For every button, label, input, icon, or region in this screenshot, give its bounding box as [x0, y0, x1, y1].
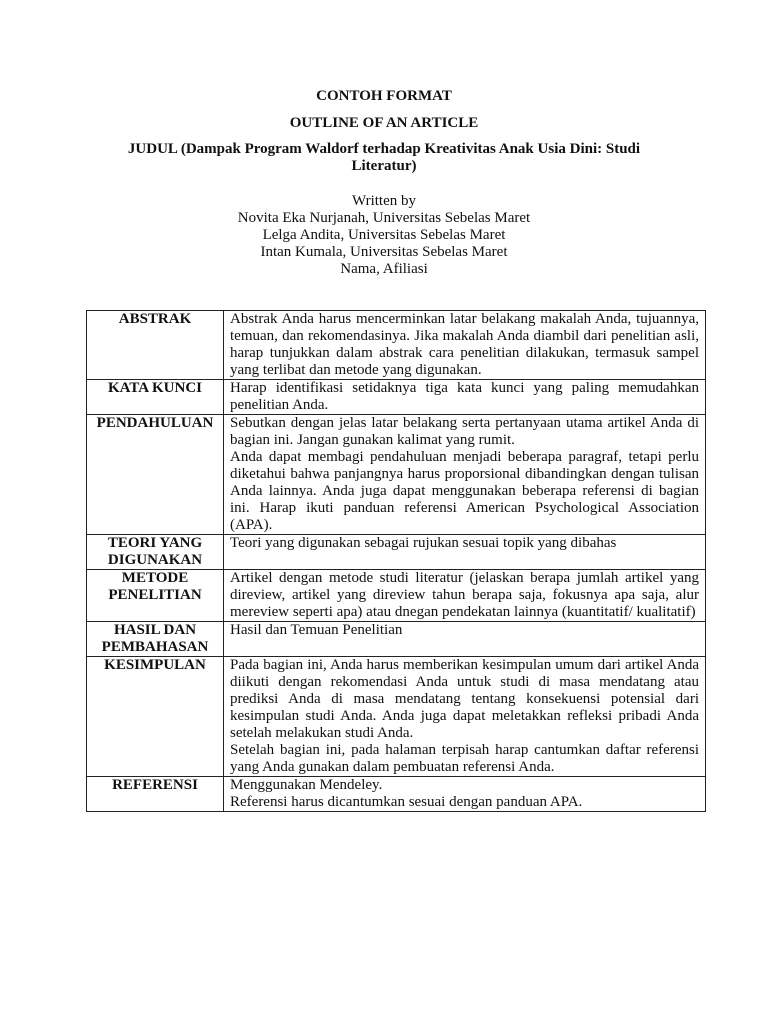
row-content-hasil — [224, 622, 706, 657]
content-paragraph: Setelah bagian ini, pada halaman terpisah harap cantumkan daftar referensi yang Anda gunakan dalam pembuatan referensi Anda. — [230, 742, 699, 775]
row-label-teori: TEORI YANG DIGUNAKAN — [87, 535, 224, 570]
row-label-kesimpulan: KESIMPULAN — [87, 657, 224, 777]
row-label-abstrak: ABSTRAK — [87, 311, 224, 380]
article-title: JUDUL (Dampak Program Waldorf terhadap Kreativitas Anak Usia Dini: Studi Literatur) — [127, 141, 641, 174]
written-by-label: Written by — [352, 193, 416, 209]
table-row — [87, 570, 706, 622]
content-paragraph: Harap identifikasi setidaknya tiga kata kunci yang paling memudahkan penelitian Anda. — [230, 380, 699, 413]
row-content-pendahuluan — [224, 415, 706, 535]
row-content-abstrak — [224, 311, 706, 380]
document-title: CONTOH FORMAT — [316, 88, 452, 104]
row-content-kesimpulan — [224, 657, 706, 777]
table-row — [87, 380, 706, 415]
outline-table — [86, 310, 706, 812]
row-label-metode: METODE PENELITIAN — [87, 570, 224, 622]
content-paragraph: Pada bagian ini, Anda harus memberikan kesimpulan umum dari artikel Anda diikuti dengan rekomendasi Anda untuk studi di masa mendatang atau prediksi Anda di masa mendatang tentang konsekuensi potensial dari kesimpulan studi Anda. Anda juga dapat meletakkan refleksi pribadi Anda setelah melakukan studi Anda. — [230, 657, 699, 741]
table-row — [87, 535, 706, 570]
content-paragraph: Teori yang digunakan sebagai rujukan sesuai topik yang dibahas — [230, 535, 617, 551]
content-paragraph: Referensi harus dicantumkan sesuai dengan panduan APA. — [230, 794, 583, 810]
row-content-teori — [224, 535, 706, 570]
content-paragraph: Artikel dengan metode studi literatur (jelaskan berapa jumlah artikel yang direview, artikel yang direview tahun berapa saja, fokusnya apa saja, alur mereview seperti apa) atau dnegan pendekatan lainnya (kuantitatif/ kualitatif) — [230, 570, 699, 620]
author-block — [0, 193, 768, 278]
author-line: Nama, Afiliasi — [340, 261, 428, 277]
row-label-hasil: HASIL DAN PEMBAHASAN — [87, 622, 224, 657]
author-line: Intan Kumala, Universitas Sebelas Maret — [260, 244, 508, 260]
table-row — [87, 415, 706, 535]
row-content-kata-kunci — [224, 380, 706, 415]
content-paragraph: Sebutkan dengan jelas latar belakang serta pertanyaan utama artikel Anda di bagian ini. Jangan gunakan kalimat yang rumit. — [230, 415, 699, 448]
content-paragraph: Anda dapat membagi pendahuluan menjadi beberapa paragraf, tetapi perlu diketahui bahwa panjangnya harus proporsional dibandingkan dengan tulisan Anda lainnya. Anda juga dapat menggunakan beberapa referensi di bagian ini. Harap ikuti panduan referensi American Psychological Association (APA). — [230, 449, 699, 533]
content-paragraph: Hasil dan Temuan Penelitian — [230, 622, 403, 638]
table-row — [87, 311, 706, 380]
row-label-pendahuluan: PENDAHULUAN — [87, 415, 224, 535]
document-subtitle: OUTLINE OF AN ARTICLE — [289, 115, 479, 131]
content-paragraph: Menggunakan Mendeley. — [230, 777, 383, 793]
row-label-referensi: REFERENSI — [87, 777, 224, 812]
author-line: Novita Eka Nurjanah, Universitas Sebelas Maret — [237, 210, 531, 226]
content-paragraph: Abstrak Anda harus mencerminkan latar belakang makalah Anda, tujuannya, temuan, dan rekomendasinya. Jika makalah Anda diambil dari penelitian asli, harap tunjukkan dalam abstrak cara penelitian dilakukan, termasuk sampel yang terlibat dan metode yang digunakan. — [230, 311, 699, 378]
row-content-referensi — [224, 777, 706, 812]
author-line: Lelga Andita, Universitas Sebelas Maret — [262, 227, 506, 243]
table-row — [87, 657, 706, 777]
row-label-kata-kunci: KATA KUNCI — [87, 380, 224, 415]
table-row — [87, 622, 706, 657]
row-content-metode — [224, 570, 706, 622]
table-row — [87, 777, 706, 812]
